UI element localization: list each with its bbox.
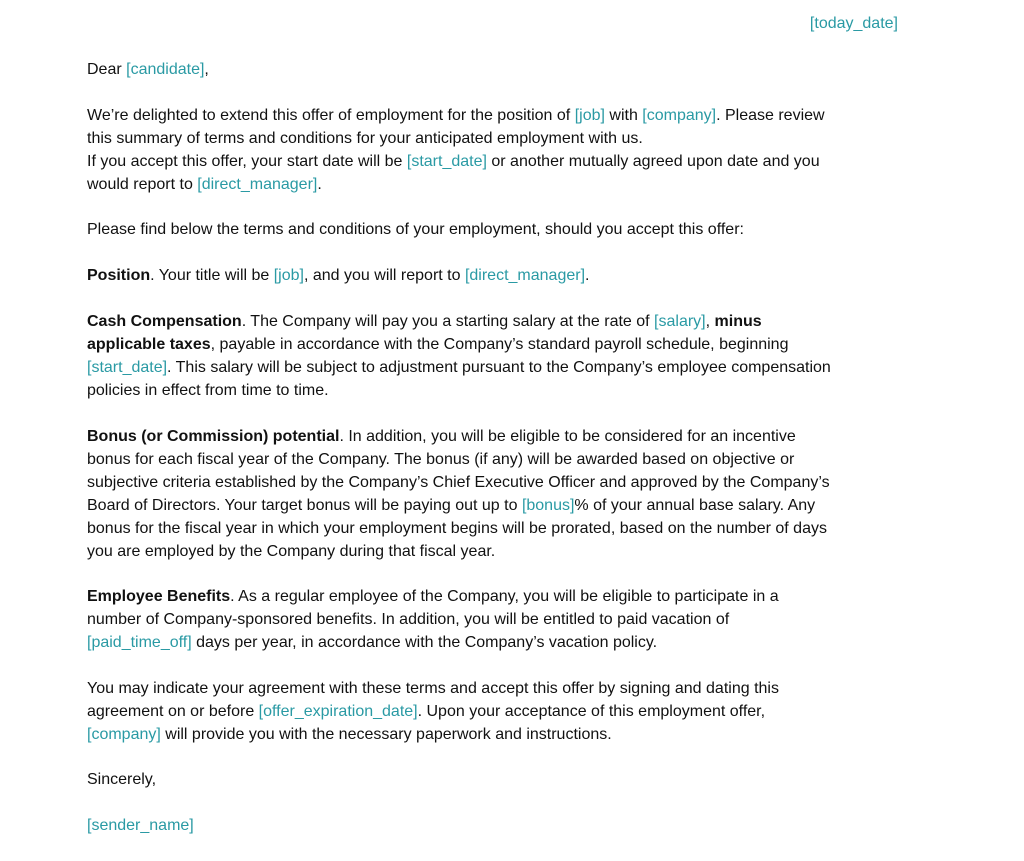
intro-text: this summary of terms and conditions for your anticipated employment with us. xyxy=(87,130,643,147)
offer-expiration-date-placeholder: [offer_expiration_date] xyxy=(258,703,418,720)
sender-name-placeholder: [sender_name] xyxy=(87,817,194,834)
acceptance-text: . Upon your acceptance of this employment offer, xyxy=(417,703,766,720)
intro-text: or another mutually agreed upon date and you xyxy=(486,153,820,170)
job-placeholder: [job] xyxy=(574,107,605,124)
company-placeholder: [company] xyxy=(642,107,717,124)
acceptance-text: will provide you with the necessary paperwork and instructions. xyxy=(160,726,612,743)
company-placeholder: [company] xyxy=(87,726,161,743)
paid-time-off-placeholder: [paid_time_off] xyxy=(87,634,192,651)
cash-text: policies in effect from time to time. xyxy=(87,382,329,399)
benefits-text: . As a regular employee of the Company, you will be eligible to participate in a xyxy=(230,588,779,605)
bonus-text: % of your annual base salary. Any xyxy=(574,497,816,514)
start-date-placeholder: [start_date] xyxy=(87,359,168,376)
cash-text: , xyxy=(705,313,715,330)
intro-text: We’re delighted to extend this offer of employment for the position of xyxy=(87,107,575,124)
salary-placeholder: [salary] xyxy=(654,313,706,330)
bonus-heading: Bonus (or Commission) potential xyxy=(87,428,340,445)
intro-text: If you accept this offer, your start date will be xyxy=(87,153,407,170)
greeting-suffix: , xyxy=(204,61,209,78)
position-text: . Your title will be xyxy=(150,267,274,284)
greeting-prefix: Dear xyxy=(87,61,127,78)
cash-heading: Cash Compensation xyxy=(87,313,242,330)
employee-benefits-paragraph xyxy=(87,585,902,654)
bonus-text: bonus for each fiscal year of the Company. The bonus (if any) will be awarded based on objective or xyxy=(87,451,795,468)
cash-text: . This salary will be subject to adjustment pursuant to the Company’s employee compensation xyxy=(167,359,831,376)
position-text: , and you will report to xyxy=(303,267,465,284)
terms-intro: Please find below the terms and conditions of your employment, should you accept this offer: xyxy=(87,221,744,238)
intro-text: would report to xyxy=(87,176,198,193)
acceptance-text: You may indicate your agreement with these terms and accept this offer by signing and dating this xyxy=(87,680,779,697)
bonus-text: you are employed by the Company during that fiscal year. xyxy=(87,543,496,560)
bonus-placeholder: [bonus] xyxy=(521,497,575,514)
start-date-placeholder: [start_date] xyxy=(406,153,487,170)
cash-text: . The Company will pay you a starting salary at the rate of xyxy=(241,313,655,330)
date-line xyxy=(87,12,898,35)
job-placeholder: [job] xyxy=(273,267,304,284)
direct-manager-placeholder: [direct_manager] xyxy=(197,176,318,193)
acceptance-text: agreement on or before xyxy=(87,703,259,720)
direct-manager-placeholder: [direct_manager] xyxy=(464,267,586,284)
bonus-paragraph xyxy=(87,425,902,563)
intro-text: . xyxy=(317,176,322,193)
bonus-text: subjective criteria established by the Company’s Chief Executive Officer and approved by the Company’s xyxy=(87,474,830,491)
intro-text: with xyxy=(604,107,643,124)
closing: Sincerely, xyxy=(87,771,157,788)
position-heading: Position xyxy=(87,267,151,284)
bonus-text: bonus for the fiscal year in which your employment begins will be prorated, based on the number of days xyxy=(87,520,827,537)
cash-text: , payable in accordance with the Company’s standard payroll schedule, beginning xyxy=(210,336,789,353)
position-paragraph xyxy=(87,264,902,287)
benefits-text: days per year, in accordance with the Company’s vacation policy. xyxy=(191,634,658,651)
benefits-text: number of Company-sponsored benefits. In addition, you will be entitled to paid vacation of xyxy=(87,611,730,628)
sender-name-line xyxy=(87,814,902,837)
greeting xyxy=(87,58,902,81)
benefits-heading: Employee Benefits xyxy=(87,588,231,605)
cash-compensation-paragraph xyxy=(87,310,902,402)
position-text: . xyxy=(585,267,590,284)
candidate-placeholder: [candidate] xyxy=(126,61,205,78)
minus-bold: minus xyxy=(714,313,762,330)
today-date-placeholder: [today_date] xyxy=(809,15,898,32)
intro-text: . Please review xyxy=(716,107,825,124)
acceptance-paragraph xyxy=(87,677,902,746)
applicable-taxes-bold: applicable taxes xyxy=(87,336,211,353)
bonus-text: . In addition, you will be eligible to be considered for an incentive xyxy=(339,428,796,445)
bonus-text: Board of Directors. Your target bonus will be paying out up to xyxy=(87,497,522,514)
intro-paragraph xyxy=(87,104,902,196)
